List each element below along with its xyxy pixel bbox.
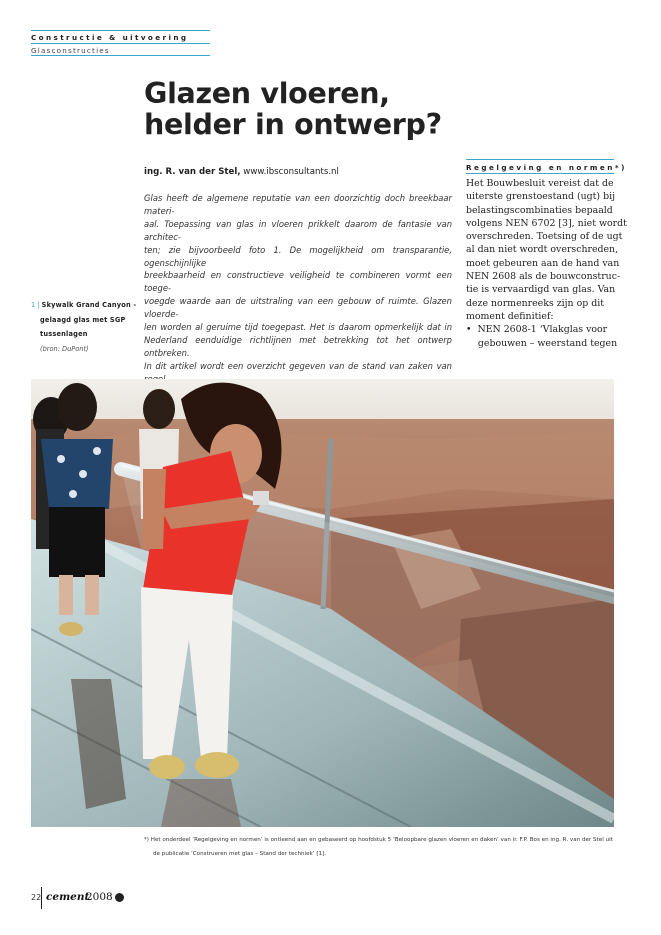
- intro-line: len worden al geruime tijd toegepast. Het is daarom opmerkelijk dat in: [144, 322, 452, 333]
- intro-line: Nederland eenduidige richtlijnen met betrekking tot het ontwerp ontbreken.: [144, 334, 452, 358]
- footer-divider: [41, 887, 42, 909]
- author-url[interactable]: www.ibsconsultants.nl: [243, 167, 339, 177]
- sidebar-line: Het Bouwbesluit vereist dat de: [466, 178, 614, 189]
- title-line-2: helder in ontwerp?: [144, 108, 442, 141]
- author-line: [144, 167, 339, 177]
- intro-line: voegde waarde aan de uitstraling van een gebouw of ruimte. Glazen vloerde-: [144, 296, 452, 320]
- sidebar-body: [466, 177, 627, 350]
- caption-separator: |: [35, 301, 42, 309]
- caption-text-1: Skywalk Grand Canyon -: [41, 301, 137, 309]
- caption-line-2: [31, 313, 141, 328]
- footnote-line-1: *) Het onderdeel ‘Regelgeving en normen’ is ontleend aan en gebaseerd op hoofdstuk 5 ‘Beloopbare glazen vloeren en daken’ van ir. F.P. Bos en ing. R. van der Stel uit: [144, 837, 613, 843]
- sidebar-line: NEN 2608 als de bouwconstruc-: [466, 271, 621, 283]
- section-label: Constructie & uitvoering: [31, 33, 189, 42]
- article-title: [144, 78, 474, 140]
- publisher-logo-icon: [115, 893, 124, 902]
- caption-line-1: [31, 298, 141, 313]
- page-number: 22: [31, 893, 42, 902]
- photo-caption: [31, 298, 141, 356]
- title-line-1: Glazen vloeren,: [144, 77, 390, 110]
- header-rule-top: [31, 30, 210, 31]
- magazine-brand: cement: [46, 891, 90, 903]
- sidebar-line: volgens NEN 6702 [3], niet wordt: [466, 217, 627, 229]
- magazine-year: 2008: [86, 891, 113, 903]
- sidebar-rule-bottom: [466, 173, 614, 174]
- intro-line: In dit artikel wordt een overzicht gegeven van de stand van zaken van: [144, 360, 452, 371]
- intro-line: Glas heeft de algemene reputatie van een doorzichtig doch breekbaar materi-: [144, 193, 452, 216]
- sidebar-line: moment definitief:: [466, 310, 554, 322]
- sidebar-line: moet gebeuren aan de hand van: [466, 257, 620, 269]
- sidebar-rule-top: [466, 159, 614, 160]
- sidebar-line: gebouwen – weerstand tegen: [466, 337, 618, 349]
- sidebar-line: uiterste grenstoestand (ugt) bij: [466, 191, 615, 203]
- sidebar-heading: Regelgeving en normen*): [466, 163, 627, 172]
- caption-number: 1: [31, 301, 36, 309]
- skywalk-photo: [31, 379, 614, 827]
- sidebar-line: deze normenreeks zijn op dit: [466, 297, 604, 309]
- header-rule-mid: [31, 43, 210, 44]
- footnote: [144, 833, 619, 861]
- header-rule-bottom: [31, 55, 210, 56]
- intro-line: aal. Toepassing van glas in vloeren prikkelt daarom de fantasie van architec-: [144, 218, 452, 242]
- caption-text-3: tussenlagen: [40, 330, 88, 338]
- sidebar-line: belastingscombinaties bepaald: [466, 204, 613, 216]
- intro-line: breekbaarheid en constructieve veiligheid te combineren vormt een toege-: [144, 270, 452, 294]
- author-name: ing. R. van der Stel,: [144, 167, 241, 177]
- caption-source: (bron: DuPont): [40, 344, 89, 353]
- subsection-label: Glasconstructies: [31, 46, 110, 55]
- sidebar-line: tie is vervaardigd van glas. Van: [466, 284, 616, 296]
- sidebar-line: • NEN 2608-1 ‘Vlakglas voor: [466, 324, 608, 336]
- sidebar-line: al dan niet wordt overschreden,: [466, 244, 619, 256]
- sidebar-line: overschreden. Toetsing of de ugt: [466, 231, 623, 243]
- caption-text-2: gelaagd glas met SGP: [40, 315, 126, 324]
- caption-line-3: [31, 327, 141, 342]
- intro-line: ten; zie bijvoorbeeld foto 1. De mogelijkheid om transparantie, ogenschijnlijke: [144, 244, 452, 268]
- footnote-line-2: de publicatie ‘Construeren met glas – Stand der techniek’ [1].: [153, 851, 327, 857]
